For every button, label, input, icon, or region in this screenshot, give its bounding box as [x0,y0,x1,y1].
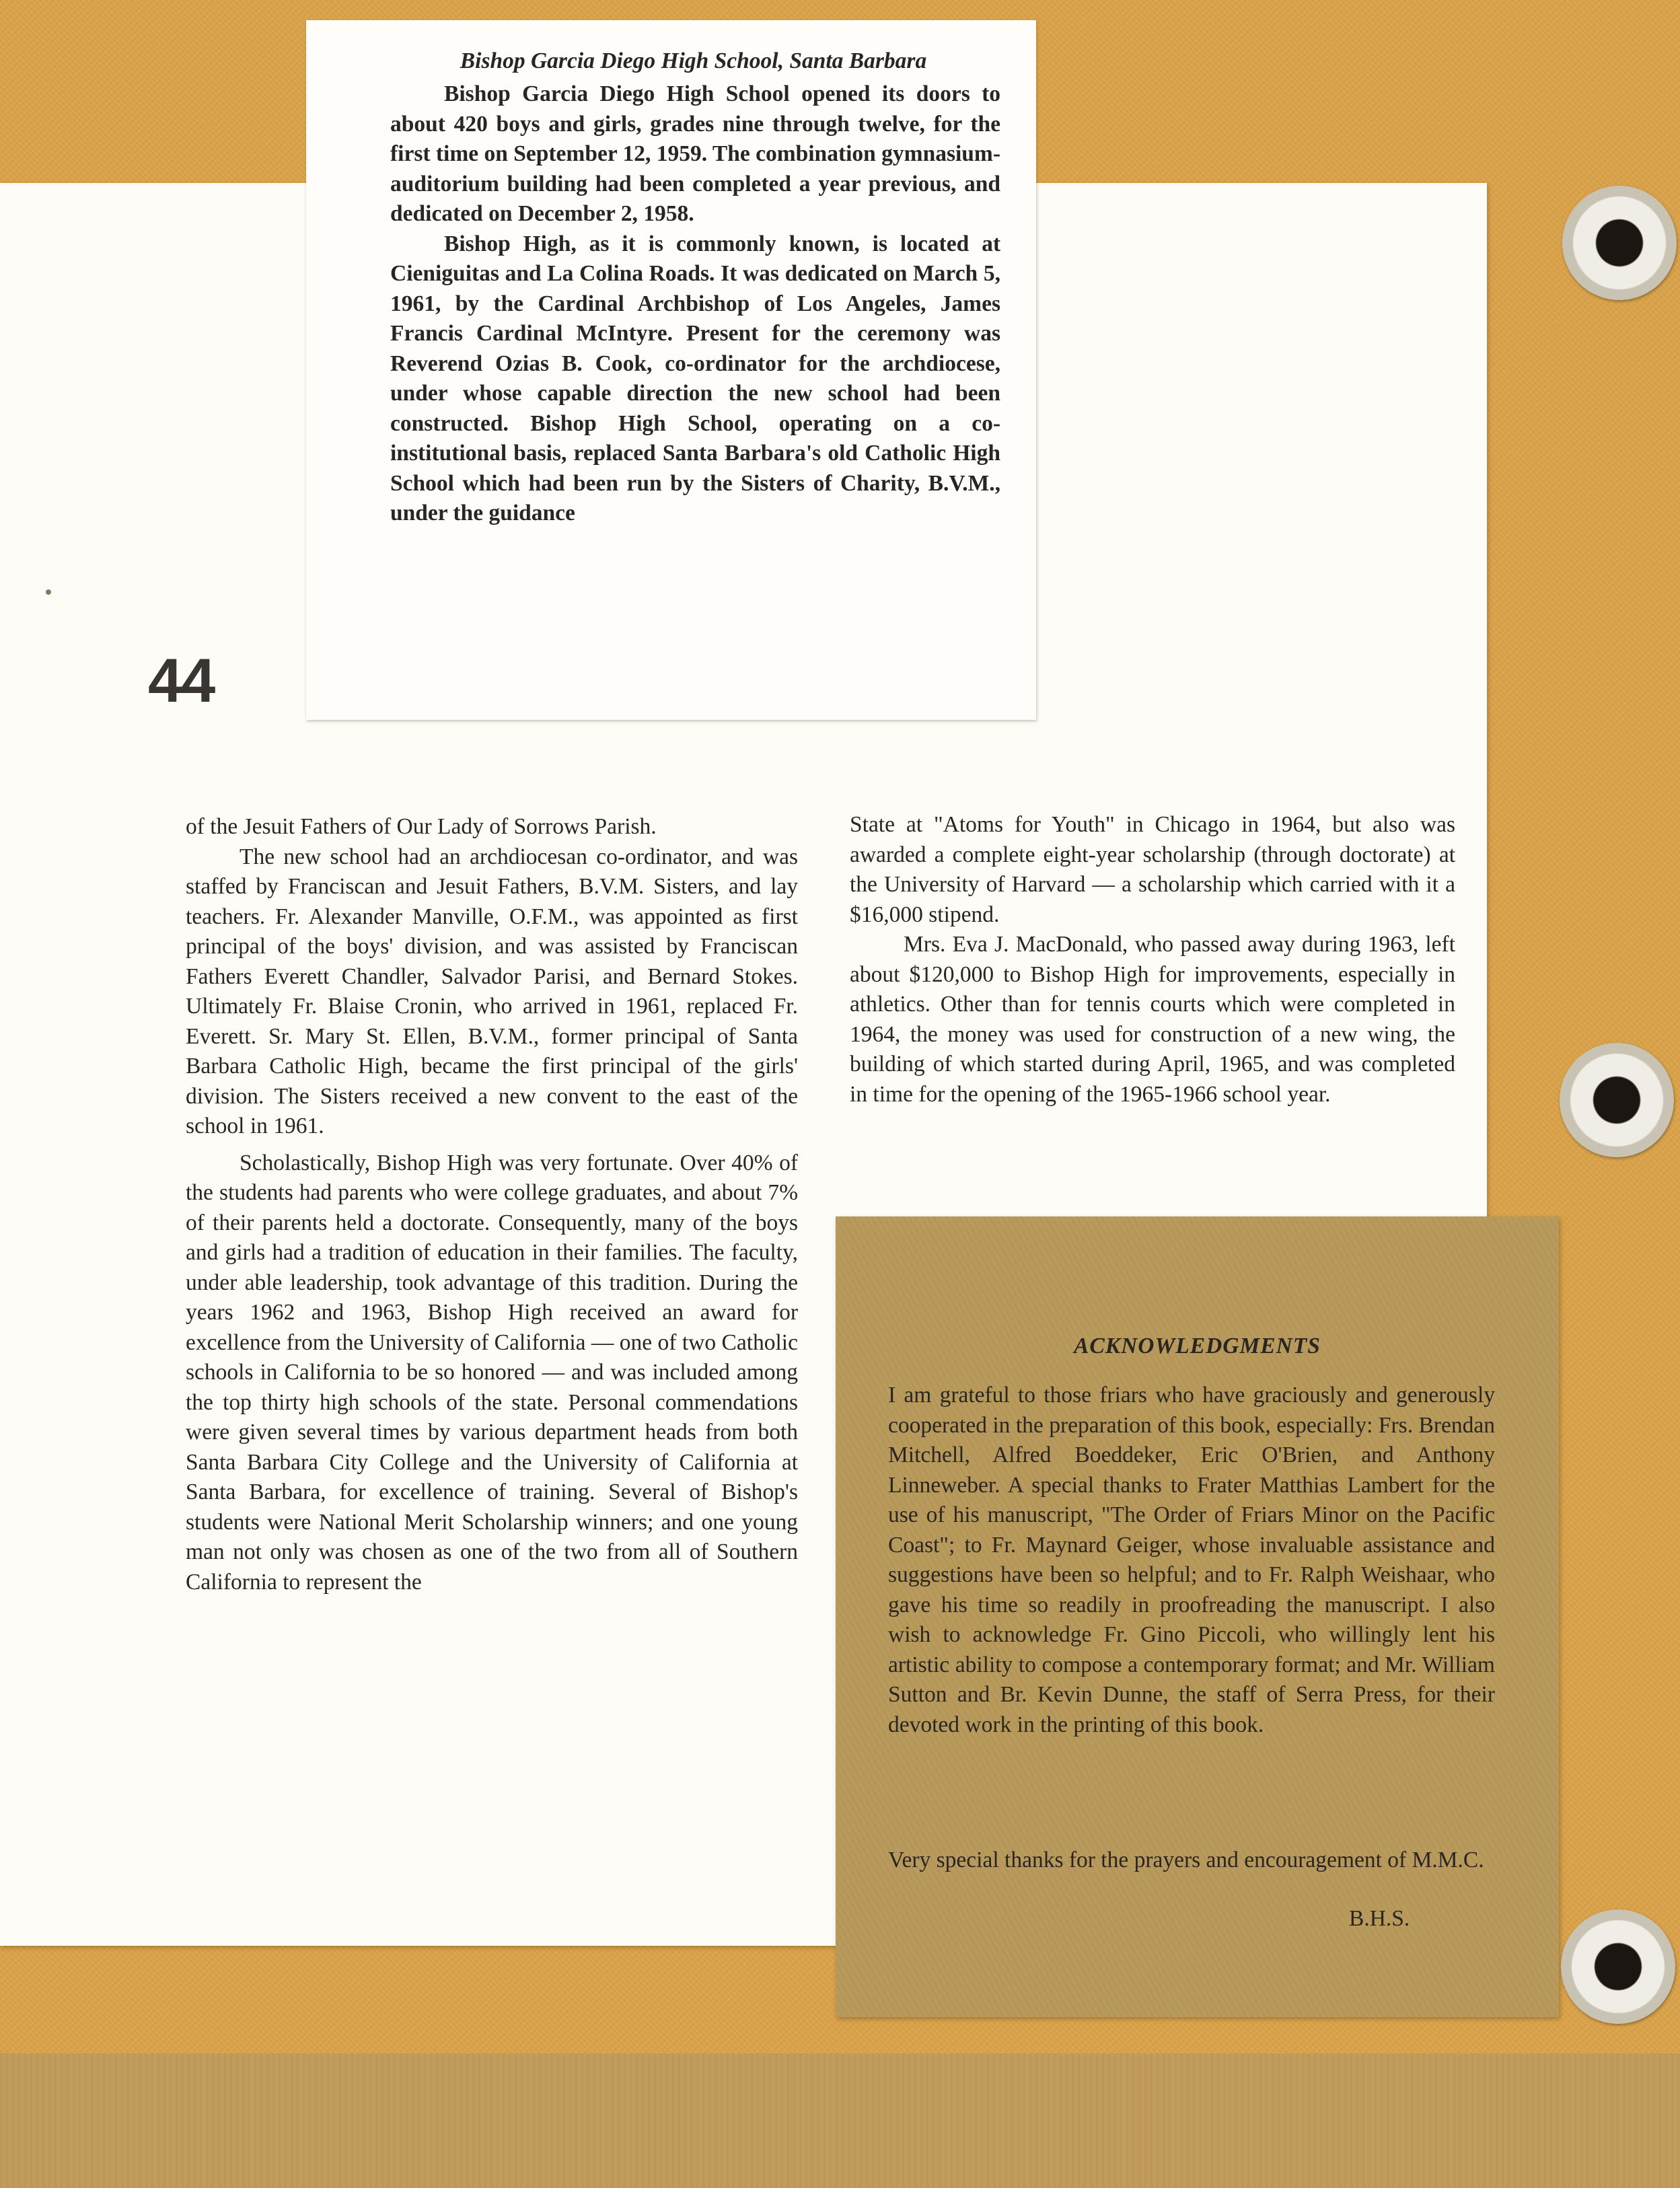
acknowledgments-thanks [888,1846,1495,1876]
binder-hole-icon [1562,186,1677,300]
binder-hole-icon [1561,1909,1675,2024]
folder-bottom-band [0,2053,1680,2188]
body-paragraph: Mrs. Eva J. MacDonald, who passed away during 1963, left about $120,000 to Bishop High for improvements, especially in athletics. Other than for tennis courts which were completed in 1964, the money was used for construction of a new wing, the building of which started during April, 1965, and was completed in time for the opening of the 1965-1966 school year. [850,932,1455,1107]
acknowledgments-paragraph: I am grateful to those friars who have graciously and generously cooperated in the preparation of this book, especially: Frs. Brendan Mitchell, Alfred Boeddeker, Eric O'Brien, and Anthony Linneweber. A special thanks to Frater Matthias Lambert for the use of his manuscript, "The Order of Friars Minor on the Pacific Coast"; to Fr. Maynard Geiger, whose invaluable assistance and suggestions have been so helpful; and to Fr. Ralph Weishaar, who gave his time so readily in proofreading the manuscript. I also wish to acknowledge Fr. Gino Piccoli, who willingly lent his artistic ability to compose a contemporary format; and Mr. William Sutton and Br. Kevin Dunne, the staff of Serra Press, for their devoted work in the printing of this book. [888,1383,1495,1737]
acknowledgments-body [888,1381,1495,1740]
body-paragraph: Scholastically, Bishop High was very fortunate. Over 40% of the students had parents who were college graduates, and about 7% of their parents held a doctorate. Consequently, many of the boys and girls had a tradition of education in their families. The faculty, under able leadership, took advantage of this tradition. During the years 1962 and 1963, Bishop High received an award for excellence from the University of California — one of two Catholic schools in California to be so honored — and was included among the top thirty high schools of the state. Personal commendations were given several times by various department heads from both Santa Barbara City College and the University of California at Santa Barbara, for excellence of training. Several of Bishop's students were National Merit Scholarship winners; and one young man not only was chosen as one of the two from all of Southern California to represent the [186,1150,798,1595]
clipping-title: Bishop Garcia Diego High School, Santa Barbara [460,48,927,73]
clipping-paragraph: Bishop Garcia Diego High School opened its doors to about 420 boys and girls, grades nine through twelve, for the first time on September 12, 1959. The combination gymnasium-auditorium building had been completed a year previous, and dedicated on December 2, 1958. [390,81,1000,226]
body-paragraph: The new school had an archdiocesan co-ordinator, and was staffed by Franciscan and Jesuit Fathers, B.V.M. Sisters, and lay teachers. Fr. Alexander Manville, O.F.M., was appointed as first principal of the boys' division, and was assisted by Franciscan Fathers Everett Chandler, Salvador Parisi, and Bernard Stokes. Ultimately Fr. Blaise Cronin, who arrived in 1961, replaced Fr. Everett. Sr. Mary St. Ellen, B.V.M., former principal of Santa Barbara Catholic High, became the first principal of the girls' division. The Sisters received a new convent to the east of the school in 1961. [186,844,798,1138]
body-paragraph: State at "Atoms for Youth" in Chicago in 1964, but also was awarded a complete eight-year scholarship (through doctorate) at the University of Harvard — a scholarship which carried with it a $16,000 stipend. [850,812,1455,927]
acknowledgments-signature: B.H.S. [1349,1906,1410,1931]
acknowledgments-title: ACKNOWLEDGMENTS [1074,1334,1321,1358]
paper-blemish [46,589,51,595]
binder-hole-icon [1560,1043,1674,1157]
body-paragraph: of the Jesuit Fathers of Our Lady of Sorrows Parish. [186,814,657,839]
acknowledgments-thanks-text: Very special thanks for the prayers and encouragement of M.M.C. [888,1848,1484,1872]
clipping-body [390,79,1000,529]
clipping-paragraph: Bishop High, as it is commonly known, is located at Cieniguitas and La Colina Roads. It was dedicated on March 5, 1961, by the Cardinal Archbishop of Los Angeles, James Francis Cardinal McIntyre. Present for the ceremony was Reverend Ozias B. Cook, co-ordinator for the archdiocese, under whose capable direction the new school had been constructed. Bishop High School, operating on a co-institutional basis, replaced Santa Barbara's old Catholic High School which had been run by the Sisters of Charity, B.V.M., under the guidance [390,231,1000,525]
page-number: 44 [148,647,215,715]
left-text-column [186,812,798,1597]
right-text-column [850,810,1455,1109]
